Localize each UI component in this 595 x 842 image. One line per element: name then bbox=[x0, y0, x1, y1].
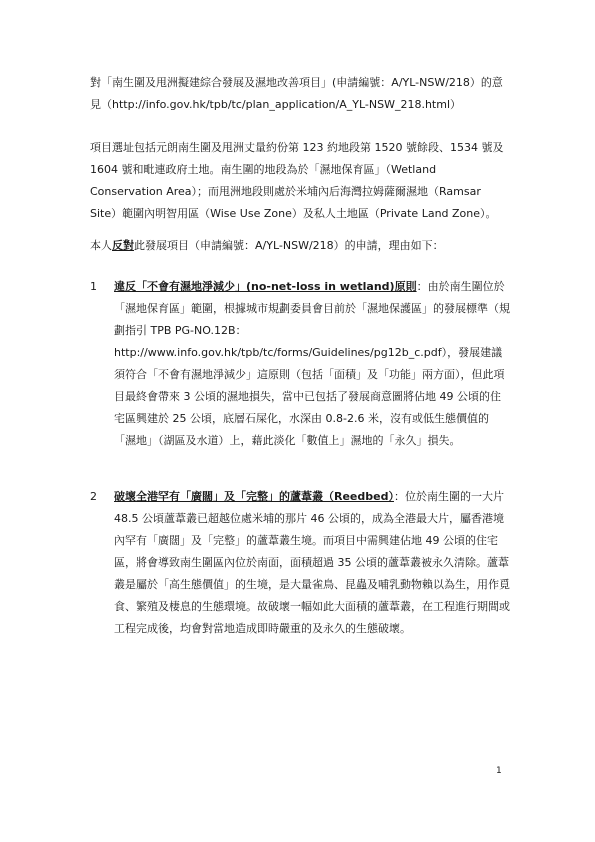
objection-suffix: 此發展項目（申請編號：A/YL-NSW/218）的申請，理由如下： bbox=[134, 239, 444, 252]
reason-heading: 破壞全港罕有「廣闊」及「完整」的蘆葦叢（Reedbed） bbox=[114, 490, 394, 503]
intro-paragraph: 對「南生圍及甩洲擬建綜合發展及濕地改善項目」(申請編號：A/YL-NSW/218）的意見（http://info.gov.hk/tpb/tc/plan_application/A_YL-NSW_218.html） bbox=[90, 76, 503, 111]
objection-prefix: 本人 bbox=[90, 239, 112, 252]
reason-text: ：由於南生圍位於「濕地保育區」範圍，根據城市規劃委員會目前於「濕地保護區」的發展標準（規劃指引 TPB PG-NO.12B：http://www.info.gov.hk/tpb/tc/forms/Guidelines/pg12b_c.pdf），發展建議須符合「不會有濕地淨減少」這原則（包括「面積」及「功能」兩方面），但此項目最終會帶來 3 公頃的濕地損失，當中已包括了發展商意圖將佔地 49 公頃的住宅區興建於 25 公頃，底層石屎化，水深由 0.8-2.6 米，沒有或低生態價值的「濕地」（湖區及水道）上，藉此淡化「數值上」濕地的「永久」損失。 bbox=[114, 280, 510, 447]
site-paragraph: 項目選址包括元朗南生圍及甩洲丈量約份第 123 約地段第 1520 號餘段、1534 號及 1604 號和毗連政府土地。南生圍的地段為於「濕地保育區」（Wetland Conservation Area）；而甩洲地段則處於米埔內后海灣拉姆薩爾濕地（Ramsar Site）範圍內明智用區（Wise Use Zone）及私人土地區（Private Land Zone）。 bbox=[90, 141, 504, 220]
reason-number: 2 bbox=[90, 490, 97, 503]
objection-verb: 反對 bbox=[112, 239, 134, 252]
reason-number: 1 bbox=[90, 280, 97, 293]
reason-heading: 違反「不會有濕地淨減少」(no-net-loss in wetland)原則 bbox=[114, 280, 417, 293]
page-number: 1 bbox=[496, 766, 502, 776]
objection-paragraph bbox=[90, 235, 508, 257]
reason-body bbox=[114, 276, 510, 452]
reason-text: ：位於南生圍的一大片 48.5 公頃蘆葦叢已超越位處米埔的那片 46 公頃的，成為全港最大片，屬香港境內罕有「廣闊」及「完整」的蘆葦叢生境。而項目中需興建佔地 49 公頃的住宅區，將會導致南生圍區內位於南面，面積超過 35 公頃的蘆葦叢被永久清除。蘆葦叢是屬於「高生態價值」的生境，是大量雀鳥、昆蟲及哺乳動物賴以為生，用作覓食、繁殖及棲息的生態環境。故破壞一幅如此大面積的蘆葦叢，在工程進行期間或工程完成後，均會對當地造成即時嚴重的及永久的生態破壞。 bbox=[114, 490, 510, 635]
reason-body bbox=[114, 486, 510, 640]
